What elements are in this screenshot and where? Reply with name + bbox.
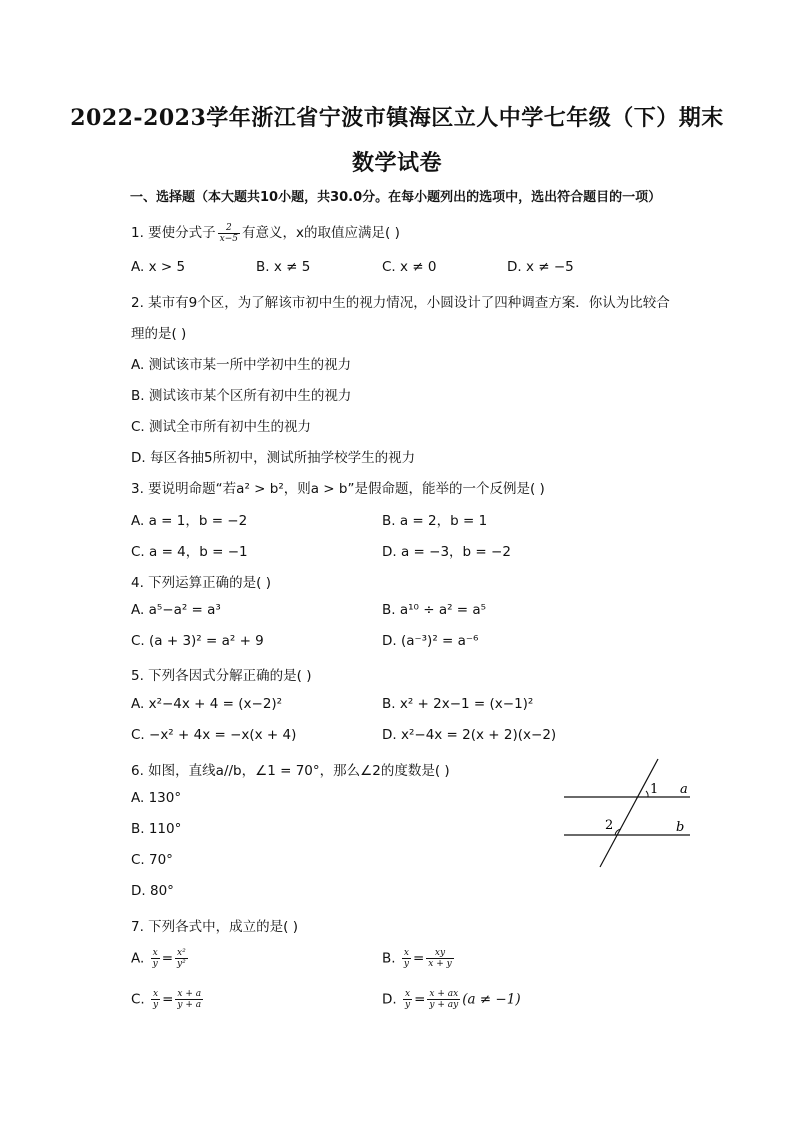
question-5-option-d: D. x²−4x = 2(x + 2)(x−2) <box>382 727 557 743</box>
transversal-line <box>600 759 658 867</box>
question-5-stem: 5. 下列各因式分解正确的是( ) <box>131 668 312 684</box>
question-3-option-c: C. a = 4，b = −1 <box>131 544 248 560</box>
question-2-stem-line2: 理的是( ) <box>131 326 187 342</box>
question-7-option-d: D. $\frac{x}{y}$ = $\frac{x + ax}{y + ay}$ (a ≠ −1) <box>382 989 521 1010</box>
question-5-option-a: A. x²−4x + 4 = (x−2)² <box>131 696 283 712</box>
question-6-figure <box>560 757 700 877</box>
fraction: $\frac{x}{y}$ <box>404 989 411 1010</box>
fraction: $\frac{x + ax}{y + ay}$ <box>429 989 459 1010</box>
question-6-stem: 6. 如图，直线a//b，∠1 = 70°，那么∠2的度数是( ) <box>131 763 450 779</box>
section-heading: 一、选择题（本大题共10小题，共30.0分。在每小题列出的选项中，选出符合题目的一项） <box>130 190 662 205</box>
question-4-option-a: A. a⁵−a² = a³ <box>131 602 221 618</box>
question-1-option-a: A. x > 5 <box>131 259 186 275</box>
question-3-option-a: A. a = 1，b = −2 <box>131 513 248 529</box>
question-6-option-a: A. 130° <box>131 790 182 806</box>
exam-title-line2: 数学试卷 <box>351 150 442 176</box>
question-6-option-d: D. 80° <box>131 883 174 899</box>
question-1-fraction: $\frac{2}{x-5}$ <box>219 222 239 244</box>
question-6-option-b: B. 110° <box>131 821 182 837</box>
fraction: $\frac{x}{y}$ <box>403 948 409 969</box>
question-5-option-b: B. x² + 2x−1 = (x−1)² <box>382 696 534 712</box>
question-2-option-b: B. 测试该市某个区所有初中生的视力 <box>131 388 352 404</box>
question-2-option-c: C. 测试全市所有初中生的视力 <box>131 419 312 435</box>
exam-title-line1: 2022-2023学年浙江省宁波市镇海区立人中学七年级（下）期末 <box>70 105 724 131</box>
question-1-stem-before: 1. 要使分式子 <box>131 225 216 241</box>
fraction: $\frac{x + a}{y + a}$ <box>177 989 202 1010</box>
angle-1-arc <box>646 791 648 797</box>
question-2-option-a: A. 测试该市某一所中学初中生的视力 <box>131 357 352 373</box>
question-7-option-b: B. $\frac{x}{y}$ = $\frac{xy}{x + y}$ <box>382 948 452 969</box>
question-7-stem: 7. 下列各式中，成立的是( ) <box>131 919 298 935</box>
question-4-stem: 4. 下列运算正确的是( ) <box>131 575 271 591</box>
question-1-option-c: C. x ≠ 0 <box>382 259 437 275</box>
question-2-stem-line1: 2. 某市有9个区，为了解该市初中生的视力情况，小圆设计了四种调查方案．你认为比较合 <box>131 295 670 311</box>
line-a-label: a <box>680 782 688 797</box>
question-7-option-c: C. $\frac{x}{y}$ = $\frac{x + a}{y + a}$ <box>131 989 202 1010</box>
question-7-option-a: A. $\frac{x}{y}$ = $\frac{\text{x²}}{\text{y²}}$ <box>131 948 186 969</box>
fraction: $\frac{x}{y}$ <box>153 989 159 1010</box>
question-3-option-b: B. a = 2，b = 1 <box>382 513 488 529</box>
question-1-stem <box>131 221 400 244</box>
fraction: $\frac{xy}{x + y}$ <box>428 948 452 969</box>
angle-2-label: 2 <box>605 818 614 833</box>
question-5-option-c: C. −x² + 4x = −x(x + 4) <box>131 727 297 743</box>
question-1-stem-after: 有意义，x的取值应满足( ) <box>242 225 400 241</box>
question-4-option-d: D. (a⁻³)² = a⁻⁶ <box>382 633 479 649</box>
question-1-option-b: B. x ≠ 5 <box>256 259 311 275</box>
question-4-option-b: B. a¹⁰ ÷ a² = a⁵ <box>382 602 487 618</box>
question-1-option-d: D. x ≠ −5 <box>507 259 574 275</box>
angle-1-label: 1 <box>650 782 659 797</box>
fraction: $\frac{\text{x²}}{\text{y²}}$ <box>177 948 186 969</box>
question-2-option-d: D. 每区各抽5所初中，测试所抽学校学生的视力 <box>131 450 416 466</box>
line-b-label: b <box>676 820 685 835</box>
question-6-option-c: C. 70° <box>131 852 173 868</box>
question-3-stem: 3. 要说明命题“若a² > b²，则a > b”是假命题，能举的一个反例是( ) <box>131 481 545 497</box>
fraction: $\frac{x}{y}$ <box>152 948 158 969</box>
question-4-option-c: C. (a + 3)² = a² + 9 <box>131 633 264 649</box>
question-3-option-d: D. a = −3，b = −2 <box>382 544 511 560</box>
